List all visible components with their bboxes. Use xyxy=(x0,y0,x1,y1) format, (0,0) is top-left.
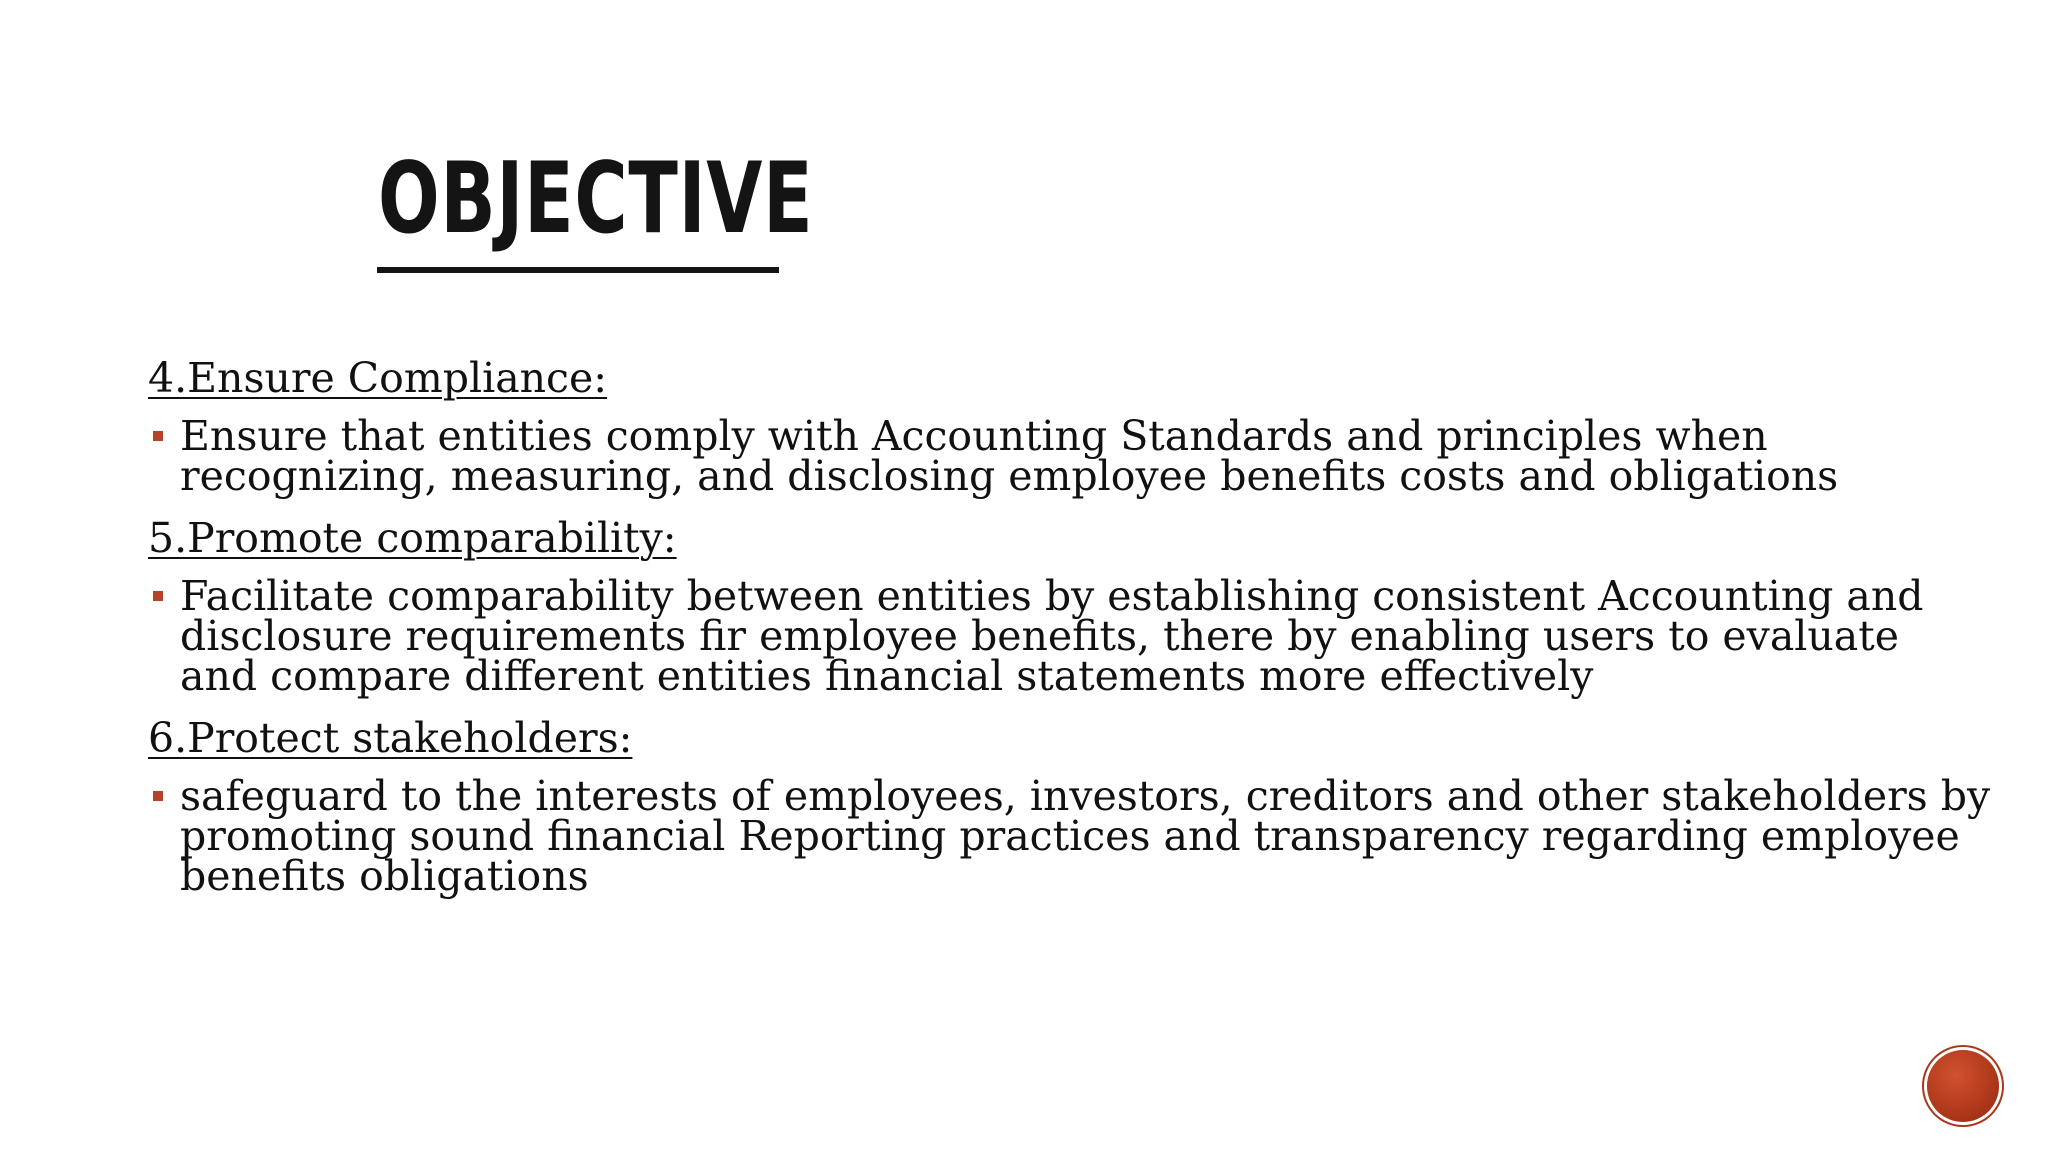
bullet-item xyxy=(148,772,2028,900)
square-bullet-icon xyxy=(153,591,163,601)
section-promote-comparability xyxy=(148,512,2028,700)
section-protect-stakeholders xyxy=(148,712,2028,900)
bullet-item xyxy=(148,412,2028,500)
bullet-text-line: benefits obligations xyxy=(180,852,589,900)
section-heading: 6.Protect stakeholders: xyxy=(148,714,633,762)
bullet-text-line: and compare different entities financial statements more effectively xyxy=(180,652,1594,700)
square-bullet-icon xyxy=(153,431,163,441)
bullet-text-line: disclosure requirements fir employee benefits, there by enabling users to evaluate xyxy=(180,612,1899,660)
section-ensure-compliance xyxy=(148,352,2028,500)
bullet-item xyxy=(148,572,2028,700)
bullet-text-line: safeguard to the interests of employees, investors, creditors and other stakeholders by xyxy=(180,772,1991,820)
slide-content xyxy=(148,352,2028,912)
bullet-text-line: Ensure that entities comply with Accounting Standards and principles when xyxy=(180,412,1768,460)
section-heading: 5.Promote comparability: xyxy=(148,514,677,562)
slide-title: OBJECTIVE xyxy=(378,142,814,256)
section-heading: 4.Ensure Compliance: xyxy=(148,354,608,402)
next-slide-button[interactable] xyxy=(1927,1050,1999,1122)
square-bullet-icon xyxy=(153,791,163,801)
title-underline xyxy=(377,267,779,273)
bullet-text-line: promoting sound financial Reporting practices and transparency regarding employee xyxy=(180,812,1960,860)
bullet-text-line: recognizing, measuring, and disclosing employee benefits costs and obligations xyxy=(180,452,1839,500)
bullet-text-line: Facilitate comparability between entities by establishing consistent Accounting and xyxy=(180,572,1924,620)
